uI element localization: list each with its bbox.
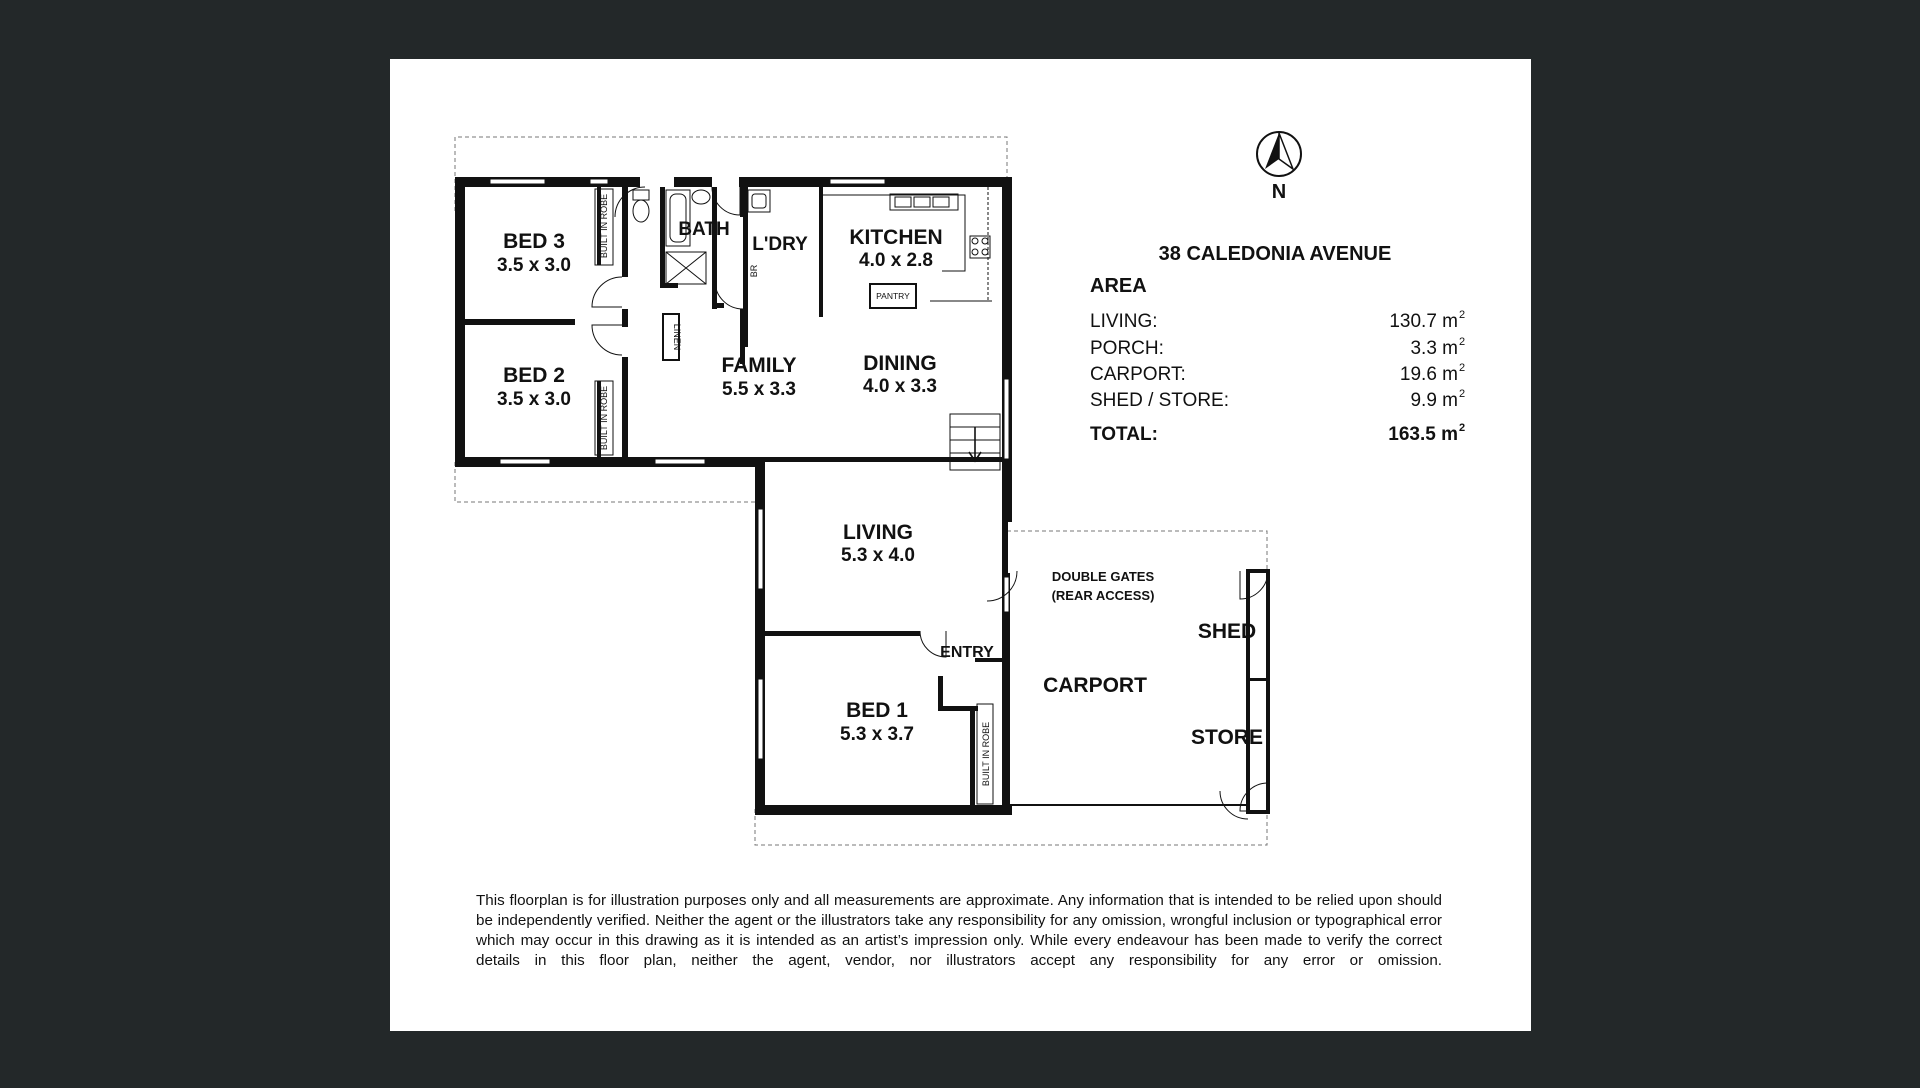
room-family-dims: 5.5 x 3.3 [722,379,796,400]
toilet-icon [633,200,649,222]
room-kitchen-name: KITCHEN [849,226,943,249]
area-unit-power-porch: 2 [1459,336,1466,348]
area-label-porch: PORCH: [1090,338,1164,359]
rear-access-label: (REAR ACCESS) [1051,588,1155,603]
room-kitchen-dims: 4.0 x 2.8 [859,250,933,271]
bed3-robe-label: BUILT IN ROBE [599,193,609,259]
room-laundry-name: L'DRY [752,234,808,255]
laundry-trough-icon [748,190,770,212]
area-label-shed-store: SHED / STORE: [1090,390,1230,411]
step-down-arrow-icon [969,427,981,461]
area-label-carport: CARPORT: [1090,364,1186,385]
room-family-name: FAMILY [721,354,797,377]
room-bed1-name: BED 1 [846,699,908,722]
double-gates-label: DOUBLE GATES [1051,569,1155,584]
bed1-robe-label: BUILT IN ROBE [981,721,991,787]
entry-label: ENTRY [940,644,994,661]
area-unit-power-total: 2 [1459,422,1466,434]
bed2-robe-label: BUILT IN ROBE [599,385,609,451]
north-arrow-icon [1257,132,1301,203]
property-address: 38 CALEDONIA AVENUE [1158,243,1392,265]
floorplan-drawing [390,59,1531,1031]
area-unit-power-carport: 2 [1459,362,1466,374]
room-bed3-name: BED 3 [503,230,565,253]
room-bed1-dims: 5.3 x 3.7 [840,724,914,745]
doors [592,187,1268,819]
room-carport-name: CARPORT [1043,674,1147,697]
area-value-total: 163.5 m [1388,424,1458,445]
room-shed-name: SHED [1197,620,1257,643]
area-heading: AREA [1090,275,1147,297]
room-bed3-dims: 3.5 x 3.0 [497,255,571,276]
room-store-name: STORE [1191,726,1263,749]
floorplan-sheet [390,59,1531,1031]
fixtures [595,187,1000,804]
area-value-porch: 3.3 m [1410,338,1458,359]
room-living-name: LIVING [842,521,914,544]
room-dining-name: DINING [863,352,937,375]
area-value-shed-store: 9.9 m [1410,390,1458,411]
room-bed2-dims: 3.5 x 3.0 [497,389,571,410]
basin-icon [692,190,710,204]
area-value-carport: 19.6 m [1399,364,1458,385]
laundry-br-label: BR [749,264,759,278]
area-table [1090,243,1465,445]
room-living-dims: 5.3 x 4.0 [841,545,915,566]
area-value-living: 130.7 m [1389,311,1458,332]
room-dining-dims: 4.0 x 3.3 [863,376,937,397]
disclaimer-text: This floorplan is for illustration purposes only and all measurements are approximate. Any information that is intended to be relied upon should be independently verified. Neither the agent or the illustrators take any responsibility for any omission, wrongful inclusion or typographical error which may occur in this drawing as it is intended as an artist’s impression only. While every endeavour has been made to verify the correct details in this floor plan, neither the agent, vendor, nor illustrators accept any responsibility for any error or omission. [476,892,1442,969]
room-bed2-name: BED 2 [503,364,565,387]
linen-label: LINEN [672,323,682,351]
area-label-total: TOTAL: [1090,424,1158,445]
kitchen-sink-icon [890,194,958,210]
area-label-living: LIVING: [1090,311,1158,332]
area-unit-power-shed-store: 2 [1459,388,1466,400]
room-bath-name: BATH [678,219,730,240]
pantry-label: PANTRY [876,291,910,301]
compass-north-label: N [1271,181,1287,203]
area-unit-power-living: 2 [1459,309,1466,321]
